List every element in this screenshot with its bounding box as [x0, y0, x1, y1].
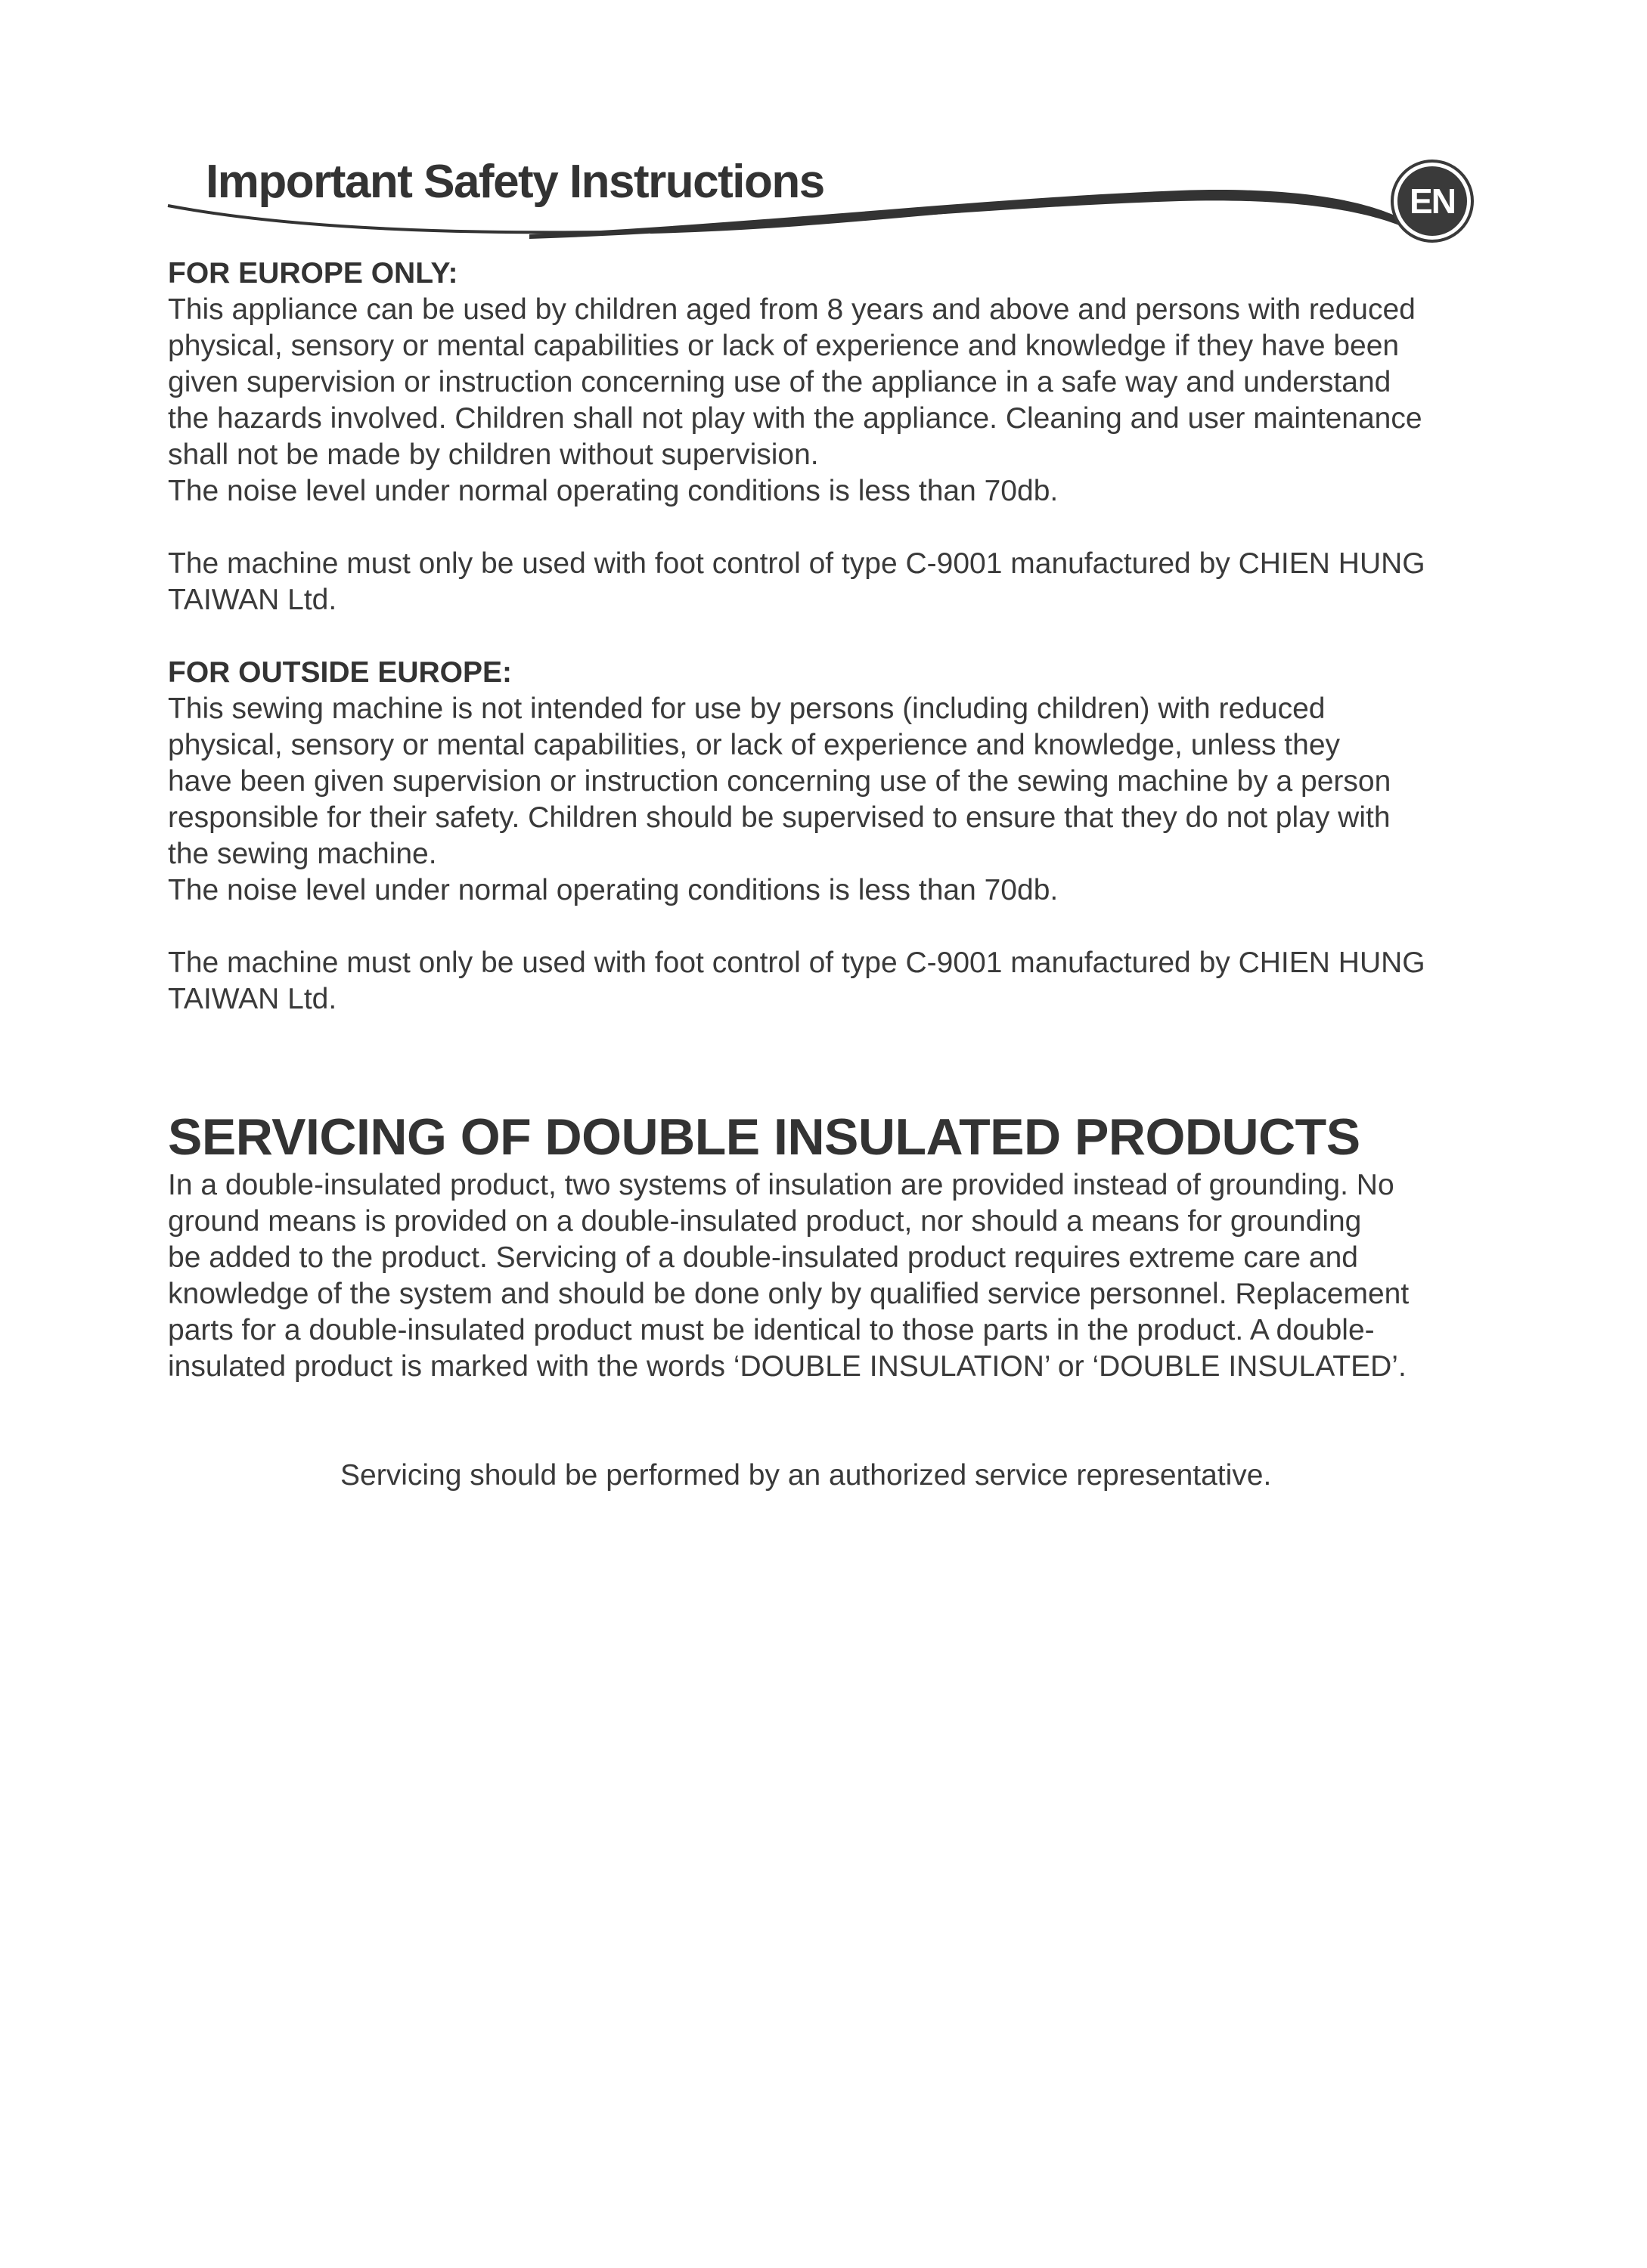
section-outside-europe [168, 655, 1484, 1018]
europe-paragraph-1: This appliance can be used by children aged from 8 years and above and persons with reduced physical, sensory or mental capabilities or lack of experience and knowledge if they have been given supervision or instruction concerning use of the appliance in a safe way and understand the hazards involved. Children shall not play with the appliance. Cleaning and user maintenance shall not be made by children without supervision. The noise level under normal operating conditions is less than 70db. [168, 293, 1422, 507]
document-body [168, 256, 1484, 1494]
section-heading-outside-europe: FOR OUTSIDE EUROPE: [168, 656, 513, 689]
section-gap [168, 618, 1484, 655]
language-badge [1390, 159, 1475, 243]
servicing-note: Servicing should be performed by an authorized service representative. [340, 1459, 1272, 1492]
paragraph-gap [168, 909, 1484, 945]
outside-europe-paragraph-1: This sewing machine is not intended for use by persons (including children) with reduced physical, sensory or mental capabilities, or lack of experience and knowledge, unless they have been given supervision or instruction concerning use of the sewing machine by a person responsible for their safety. Children should be supervised to ensure that they do not play with the sewing machine. The noise level under normal operating conditions is less than 70db. [168, 692, 1391, 906]
section-europe [168, 256, 1484, 618]
page-header [0, 0, 1647, 257]
paragraph-gap [168, 510, 1484, 546]
section-heading-servicing: SERVICING OF DOUBLE INSULATED PRODUCTS [168, 1108, 1360, 1166]
paragraph-gap [168, 1385, 1484, 1458]
section-servicing [168, 1107, 1484, 1494]
outside-europe-paragraph-2: The machine must only be used with foot control of type C-9001 manufactured by CHIEN HUNG TAIWAN Ltd. [168, 947, 1425, 1015]
servicing-paragraph: In a double-insulated product, two systems of insulation are provided instead of grounding. No ground means is provided on a double-insulated product, nor should a means for grounding be added to the product. Servicing of a double-insulated product requires extreme care and knowledge of the system and should be done only by qualified service personnel. Replacement parts for a double-insulated product must be identical to those parts in the product. A double- insulated product is marked with the words ‘DOUBLE INSULATION’ or ‘DOUBLE INSULATED’. [168, 1169, 1410, 1383]
page-title: Important Safety Instructions [206, 156, 824, 208]
language-badge-label: EN [1410, 181, 1455, 221]
section-gap [168, 1018, 1484, 1107]
europe-paragraph-2: The machine must only be used with foot control of type C-9001 manufactured by CHIEN HUNG TAIWAN Ltd. [168, 547, 1425, 616]
section-heading-europe: FOR EUROPE ONLY: [168, 257, 458, 290]
